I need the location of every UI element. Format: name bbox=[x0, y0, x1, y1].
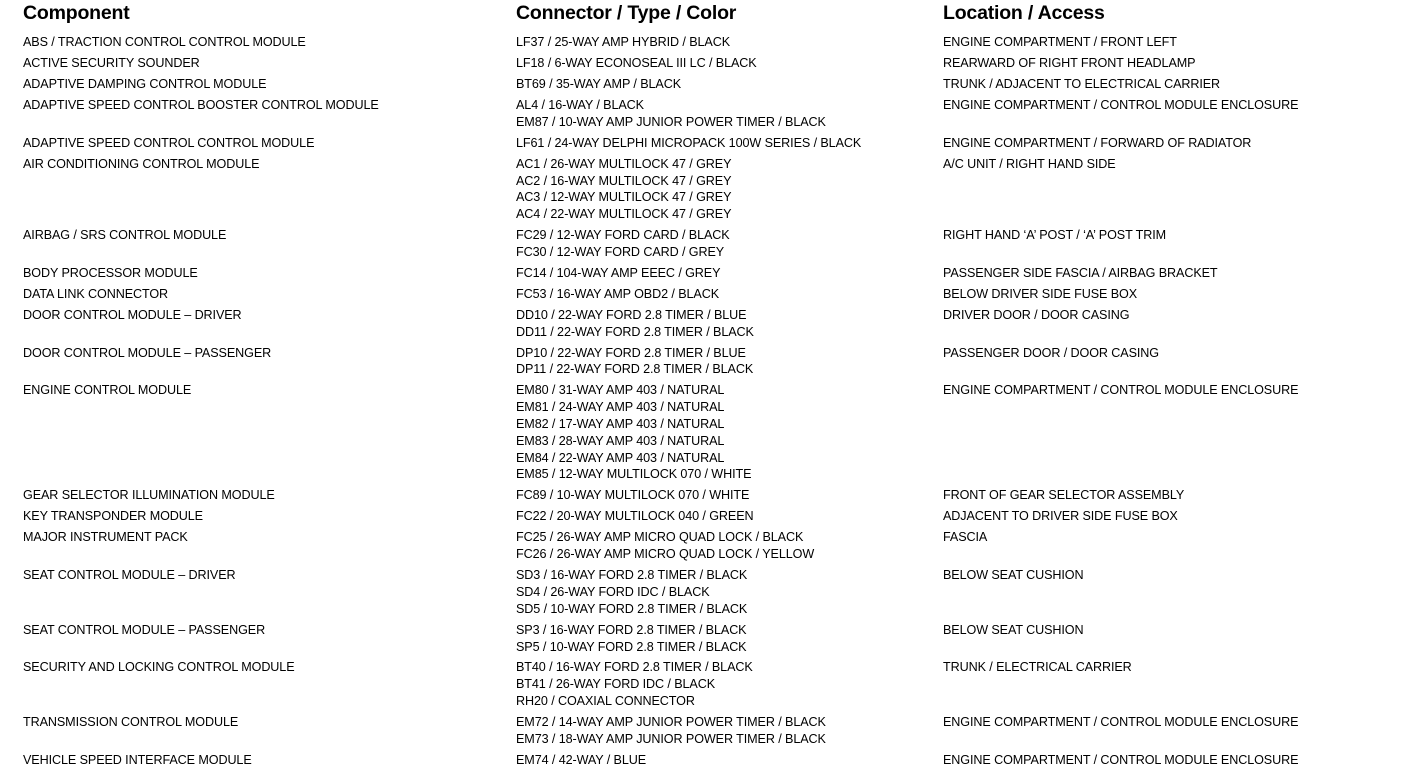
table-row bbox=[0, 135, 1408, 152]
connector-entry: EM72 / 14-WAY AMP JUNIOR POWER TIMER / BLACK bbox=[516, 715, 826, 730]
connector-entry: BT69 / 35-WAY AMP / BLACK bbox=[516, 76, 682, 91]
location-access: DRIVER DOOR / DOOR CASING bbox=[943, 307, 1130, 322]
connector-entry: AC2 / 16-WAY MULTILOCK 47 / GREY bbox=[516, 173, 732, 188]
connector-entry: FC29 / 12-WAY FORD CARD / BLACK bbox=[516, 228, 730, 243]
connector-entry: AL4 / 16-WAY / BLACK bbox=[516, 97, 644, 112]
connector-entry: EM82 / 17-WAY AMP 403 / NATURAL bbox=[516, 417, 725, 431]
connector-entry: RH20 / COAXIAL CONNECTOR bbox=[516, 694, 695, 709]
table-row bbox=[0, 487, 1408, 504]
location-access: ENGINE COMPARTMENT / FORWARD OF RADIATOR bbox=[943, 135, 1252, 150]
connector-entry: LF37 / 25-WAY AMP HYBRID / BLACK bbox=[516, 35, 731, 49]
connector-entry: EM81 / 24-WAY AMP 403 / NATURAL bbox=[516, 400, 725, 415]
component-name: ADAPTIVE DAMPING CONTROL MODULE bbox=[23, 76, 267, 91]
connector-entry: FC25 / 26-WAY AMP MICRO QUAD LOCK / BLACK bbox=[516, 530, 804, 545]
component-name: AIRBAG / SRS CONTROL MODULE bbox=[23, 228, 227, 243]
table-row bbox=[0, 286, 1408, 303]
table-row bbox=[0, 345, 1408, 379]
connector-entry: FC89 / 10-WAY MULTILOCK 070 / WHITE bbox=[516, 488, 750, 503]
location-access: ENGINE COMPARTMENT / FRONT LEFT bbox=[943, 35, 1177, 49]
connector-entry: EM87 / 10-WAY AMP JUNIOR POWER TIMER / BLACK bbox=[516, 114, 826, 129]
component-name: BODY PROCESSOR MODULE bbox=[23, 265, 198, 280]
component-name: SEAT CONTROL MODULE – PASSENGER bbox=[23, 622, 266, 637]
table-row bbox=[0, 156, 1408, 223]
table-row bbox=[0, 227, 1408, 261]
connector-entry: BT41 / 26-WAY FORD IDC / BLACK bbox=[516, 677, 716, 692]
component-name: SEAT CONTROL MODULE – DRIVER bbox=[23, 568, 236, 583]
table-body bbox=[0, 34, 1408, 773]
table-row bbox=[0, 265, 1408, 282]
table-header bbox=[0, 2, 1408, 30]
connector-entry: EM85 / 12-WAY MULTILOCK 070 / WHITE bbox=[516, 467, 752, 482]
table-row bbox=[0, 55, 1408, 72]
connector-entry: LF18 / 6-WAY ECONOSEAL III LC / BLACK bbox=[516, 55, 757, 70]
header-connector: Connector / Type / Color bbox=[516, 2, 737, 24]
header-component: Component bbox=[23, 2, 130, 24]
location-access: TRUNK / ELECTRICAL CARRIER bbox=[943, 660, 1132, 675]
table-row bbox=[0, 567, 1408, 617]
component-name: TRANSMISSION CONTROL MODULE bbox=[23, 715, 239, 730]
connector-entry: LF61 / 24-WAY DELPHI MICROPACK 100W SERIES / BLACK bbox=[516, 135, 862, 150]
connector-entry: FC30 / 12-WAY FORD CARD / GREY bbox=[516, 244, 725, 259]
location-access: PASSENGER SIDE FASCIA / AIRBAG BRACKET bbox=[943, 265, 1218, 280]
table-row bbox=[0, 382, 1408, 483]
location-access: RIGHT HAND ‘A’ POST / ‘A’ POST TRIM bbox=[943, 228, 1166, 243]
component-name: KEY TRANSPONDER MODULE bbox=[23, 509, 203, 524]
component-name: DOOR CONTROL MODULE – PASSENGER bbox=[23, 345, 272, 360]
connector-entry: SP3 / 16-WAY FORD 2.8 TIMER / BLACK bbox=[516, 622, 747, 637]
table-row bbox=[0, 714, 1408, 748]
location-access: FRONT OF GEAR SELECTOR ASSEMBLY bbox=[943, 488, 1185, 503]
table-row bbox=[0, 529, 1408, 563]
connector-entry: BT40 / 16-WAY FORD 2.8 TIMER / BLACK bbox=[516, 660, 753, 675]
connector-entry: AC1 / 26-WAY MULTILOCK 47 / GREY bbox=[516, 156, 732, 171]
connector-entry: EM84 / 22-WAY AMP 403 / NATURAL bbox=[516, 450, 725, 465]
location-access: ENGINE COMPARTMENT / CONTROL MODULE ENCLOSURE bbox=[943, 752, 1299, 767]
header-location: Location / Access bbox=[943, 2, 1105, 24]
location-access: ENGINE COMPARTMENT / CONTROL MODULE ENCLOSURE bbox=[943, 383, 1299, 398]
connector-entry: EM74 / 42-WAY / BLUE bbox=[516, 752, 647, 767]
connector-entry: DP10 / 22-WAY FORD 2.8 TIMER / BLUE bbox=[516, 345, 746, 360]
table-row bbox=[0, 659, 1408, 709]
component-name: ABS / TRACTION CONTROL CONTROL MODULE bbox=[23, 35, 306, 49]
component-name: SECURITY AND LOCKING CONTROL MODULE bbox=[23, 660, 295, 675]
component-name: MAJOR INSTRUMENT PACK bbox=[23, 530, 188, 545]
location-access: ENGINE COMPARTMENT / CONTROL MODULE ENCLOSURE bbox=[943, 97, 1299, 112]
table-row bbox=[0, 76, 1408, 93]
location-access: A/C UNIT / RIGHT HAND SIDE bbox=[943, 156, 1116, 171]
table-row bbox=[0, 307, 1408, 341]
connector-entry: AC3 / 12-WAY MULTILOCK 47 / GREY bbox=[516, 190, 732, 205]
location-access: FASCIA bbox=[943, 530, 988, 545]
location-access: ENGINE COMPARTMENT / CONTROL MODULE ENCLOSURE bbox=[943, 715, 1299, 730]
connector-entry: EM80 / 31-WAY AMP 403 / NATURAL bbox=[516, 383, 725, 398]
component-name: ADAPTIVE SPEED CONTROL CONTROL MODULE bbox=[23, 135, 315, 150]
component-name: ADAPTIVE SPEED CONTROL BOOSTER CONTROL MODULE bbox=[23, 97, 379, 112]
component-name: ENGINE CONTROL MODULE bbox=[23, 383, 192, 398]
connector-entry: DP11 / 22-WAY FORD 2.8 TIMER / BLACK bbox=[516, 362, 754, 377]
connector-entry: EM83 / 28-WAY AMP 403 / NATURAL bbox=[516, 433, 725, 448]
connector-entry: FC14 / 104-WAY AMP EEEC / GREY bbox=[516, 265, 721, 280]
location-access: TRUNK / ADJACENT TO ELECTRICAL CARRIER bbox=[943, 76, 1221, 91]
connector-entry: AC4 / 22-WAY MULTILOCK 47 / GREY bbox=[516, 207, 732, 222]
table-row bbox=[0, 508, 1408, 525]
location-access: BELOW SEAT CUSHION bbox=[943, 568, 1084, 583]
connector-entry: EM73 / 18-WAY AMP JUNIOR POWER TIMER / BLACK bbox=[516, 731, 826, 746]
component-name: VEHICLE SPEED INTERFACE MODULE bbox=[23, 752, 252, 767]
component-name: AIR CONDITIONING CONTROL MODULE bbox=[23, 156, 260, 171]
component-name: ACTIVE SECURITY SOUNDER bbox=[23, 55, 200, 70]
connector-entry: FC26 / 26-WAY AMP MICRO QUAD LOCK / YELLOW bbox=[516, 547, 815, 562]
component-name: DATA LINK CONNECTOR bbox=[23, 286, 169, 301]
connector-entry: SD4 / 26-WAY FORD IDC / BLACK bbox=[516, 584, 710, 599]
location-access: BELOW DRIVER SIDE FUSE BOX bbox=[943, 286, 1138, 301]
location-access: BELOW SEAT CUSHION bbox=[943, 622, 1084, 637]
table-row bbox=[0, 622, 1408, 656]
table-row bbox=[0, 34, 1408, 51]
location-access: ADJACENT TO DRIVER SIDE FUSE BOX bbox=[943, 509, 1178, 524]
connector-entry: SD3 / 16-WAY FORD 2.8 TIMER / BLACK bbox=[516, 568, 748, 583]
connector-entry: FC22 / 20-WAY MULTILOCK 040 / GREEN bbox=[516, 509, 754, 524]
connector-entry: DD11 / 22-WAY FORD 2.8 TIMER / BLACK bbox=[516, 324, 754, 339]
location-access: REARWARD OF RIGHT FRONT HEADLAMP bbox=[943, 55, 1196, 70]
connector-entry: FC53 / 16-WAY AMP OBD2 / BLACK bbox=[516, 286, 720, 301]
component-name: GEAR SELECTOR ILLUMINATION MODULE bbox=[23, 488, 275, 503]
component-name: DOOR CONTROL MODULE – DRIVER bbox=[23, 307, 242, 322]
connector-entry: DD10 / 22-WAY FORD 2.8 TIMER / BLUE bbox=[516, 307, 747, 322]
table-row bbox=[0, 752, 1408, 769]
connector-entry: SP5 / 10-WAY FORD 2.8 TIMER / BLACK bbox=[516, 639, 747, 654]
location-access: PASSENGER DOOR / DOOR CASING bbox=[943, 345, 1159, 360]
connector-entry: SD5 / 10-WAY FORD 2.8 TIMER / BLACK bbox=[516, 601, 748, 616]
table-row bbox=[0, 97, 1408, 131]
